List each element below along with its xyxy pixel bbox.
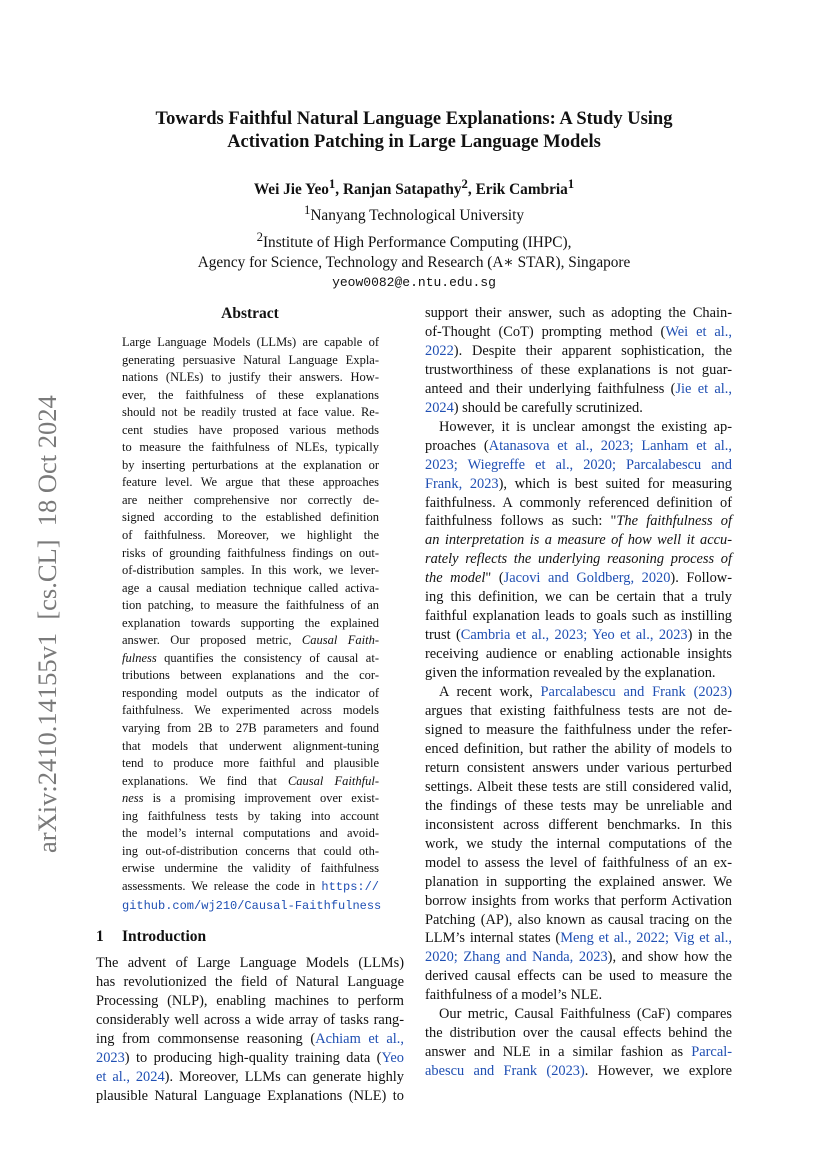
author-affiliation-marker: 2: [461, 177, 468, 191]
author-names: Wei Jie Yeo$^1$, Ranjan Satapathy$^2$, Erik Cambria$^1$: [253, 177, 575, 199]
text-run: . However, we explore: [584, 1063, 732, 1080]
text-line: [122, 439, 379, 457]
text-run: answer and NLE in a similar fashion as: [425, 1044, 692, 1061]
text-line: [425, 816, 732, 835]
text-line: [425, 475, 732, 494]
code-url-link[interactable]: https://: [321, 879, 379, 894]
text-run: are neither comprehensive nor correctly de-: [122, 492, 379, 507]
text-line: [425, 759, 732, 778]
text-line: [122, 387, 379, 405]
text-line: [122, 808, 379, 826]
text-line: [96, 973, 404, 992]
text-run: Patching (AP), also known as causal tracing on the: [425, 911, 732, 928]
text-line: [425, 607, 732, 626]
text-line: [425, 778, 732, 797]
citation-link[interactable]: Parcalabescu and Frank (2023): [540, 684, 732, 701]
text-run: faithfulness. We experimented across models: [122, 703, 379, 718]
text-run: the model’s internal computations and avoid-: [122, 826, 379, 841]
text-line: [122, 352, 379, 370]
text-line: [425, 418, 732, 437]
text-line: [425, 342, 732, 361]
text-line: [122, 755, 379, 773]
abstract-heading: Abstract: [221, 305, 279, 322]
text-line: [122, 545, 379, 563]
text-line: [122, 773, 379, 791]
text-line: [122, 825, 379, 843]
text-line: [425, 437, 732, 456]
text-line: [122, 597, 379, 615]
text-run: argues that existing faithfulness tests are not de-: [425, 703, 732, 720]
text-line: [425, 873, 732, 892]
text-line: [425, 740, 732, 759]
text-line: [425, 1005, 732, 1024]
text-run: The faithfulness of: [616, 513, 732, 530]
author-affiliation-marker: 1: [328, 177, 336, 191]
text-run: ing this definition, we can be certain that a truly: [425, 589, 732, 606]
text-run: However, it is unclear amongst the existing ap-: [439, 418, 732, 435]
text-run: assessments. We release the code in: [122, 878, 322, 893]
abstract-body: [122, 334, 382, 915]
text-line: [425, 323, 732, 342]
text-run: tend to produce more faithful and plausible: [122, 756, 379, 771]
text-run: work, we study the internal computations of the: [425, 835, 732, 852]
text-line: [425, 948, 732, 967]
text-run: signed to measure the faithfulness under the refer-: [425, 721, 732, 738]
text-run: is a promising improvement over exist-: [143, 791, 379, 806]
citation-link[interactable]: Jacovi and Goldberg, 2020: [503, 570, 671, 587]
text-line: [425, 683, 732, 702]
text-line: [425, 531, 732, 550]
author-name: Erik Cambria: [475, 181, 568, 199]
citation-link[interactable]: Frank, 2023: [425, 475, 499, 492]
text-line: [425, 456, 732, 475]
text-run: plausible Natural Language Explanations (NLE) to: [96, 1087, 404, 1104]
text-line: [425, 304, 732, 323]
text-run: Causal Faith-: [301, 633, 379, 648]
text-run: age a causal mediation technique called activa-: [122, 580, 379, 595]
text-run: settings. Albeit these tests are still considered valid,: [425, 778, 732, 795]
text-run: LLM’s internal states (: [425, 930, 561, 947]
text-run: generating persuasive Natural Language Expla-: [122, 352, 379, 367]
text-run: " (: [485, 570, 504, 587]
text-line: [122, 860, 379, 878]
text-line: [425, 797, 732, 816]
text-line: [96, 992, 404, 1011]
section-heading-introduction: 1 Introduction: [96, 928, 207, 946]
text-line: [122, 492, 379, 510]
text-run: ). Follow-: [670, 570, 732, 587]
text-line: [425, 892, 732, 911]
citation-link[interactable]: Wei et al.,: [665, 323, 732, 340]
paper-title: [100, 108, 728, 154]
text-run: quantifies the consistency of causal at-: [156, 650, 379, 665]
author-affiliation-marker: 1: [567, 177, 575, 191]
text-run: faithfulness of a model’s NLE.: [425, 987, 603, 1004]
text-line: [122, 509, 379, 527]
text-line: [122, 667, 379, 685]
text-run: an interpretation is a measure of how well it accu-: [425, 532, 732, 549]
text-run: to measure the faithfulness of NLEs, typically: [122, 440, 379, 455]
text-run: considerably well across a wide array of tasks rang-: [96, 1011, 404, 1028]
arxiv-identifier-stamp: [8, 258, 78, 858]
text-run: faithfulness follows as such: ": [425, 513, 617, 530]
text-run: trust (: [425, 627, 461, 644]
citation-link[interactable]: abescu and Frank (2023): [425, 1063, 585, 1080]
text-run: proaches (: [425, 437, 489, 454]
citation-link[interactable]: Meng et al., 2022; Vig et al.,: [560, 930, 732, 947]
text-run: ever, the faithfulness of these explanations: [122, 387, 379, 402]
text-run: inconsistent across different benchmarks. In this: [425, 816, 732, 833]
text-run: ) should be carefully scrutinized.: [453, 399, 643, 416]
text-run: explanation towards supporting the explained: [122, 615, 379, 630]
text-line: [96, 1011, 404, 1030]
citation-link[interactable]: Jie et al.,: [675, 380, 732, 397]
text-line: [122, 457, 379, 475]
affiliation-2: $^2$Institute of High Performance Computing (IHPC),: [256, 229, 572, 251]
text-run: derived causal effects can be used to measure the: [425, 968, 732, 985]
text-line: [122, 790, 379, 808]
text-line: [122, 615, 379, 633]
text-line: [425, 702, 732, 721]
text-run: ). Moreover, LLMs can generate highly: [164, 1068, 405, 1085]
text-run: of-Thought (CoT) prompting method (: [425, 323, 666, 340]
text-run: nations (NLEs) to justify their answers. How-: [122, 370, 379, 385]
text-run: signed according to the established definition: [122, 510, 379, 525]
text-run: risks of grounding faithfulness findings on out-: [122, 545, 379, 560]
text-run: answer. Our proposed metric,: [122, 633, 302, 648]
right-column-body: [425, 304, 732, 1081]
affiliation-1: $^1$Nanyang Technological University: [304, 203, 524, 225]
text-line: [122, 562, 379, 580]
arxiv-stamp-text: arXiv:2410.14155v1 [cs.CL] 18 Oct 2024: [32, 395, 62, 853]
code-url-link[interactable]: github.com/wj210/Causal-Faithfulness: [122, 898, 382, 913]
text-run: should not be readily trusted at face value. Re-: [122, 405, 379, 420]
text-run: ), and show how the: [607, 949, 732, 966]
text-run: support their answer, such as adopting the Chain-: [425, 305, 732, 321]
text-run: varying from 2B to 27B parameters and found: [122, 721, 379, 736]
text-line: [425, 380, 732, 399]
text-run: tion patching, to measure the faithfulness of an: [122, 598, 379, 613]
text-line: [122, 369, 379, 387]
text-run: anteed and their underlying faithfulness (: [425, 380, 676, 397]
text-line: [425, 1062, 732, 1081]
title-line: Towards Faithful Natural Language Explanations: A Study Using: [155, 109, 673, 129]
title-line: Activation Patching in Large Language Models: [227, 132, 601, 152]
text-run: borrow insights from works that perform Activation: [425, 892, 732, 909]
citation-link[interactable]: 2023: [96, 1049, 125, 1066]
citation-link[interactable]: Yeo: [381, 1049, 404, 1066]
text-line: [122, 474, 379, 492]
text-line: [96, 1068, 404, 1087]
text-run: given the information revealed by the explanation.: [425, 665, 716, 682]
text-run: the model: [425, 570, 486, 587]
text-line: [425, 361, 732, 380]
text-line: [425, 929, 732, 948]
text-line: [425, 664, 732, 683]
text-run: the distribution over the causal effects behind the: [425, 1025, 732, 1042]
text-line: [122, 404, 379, 422]
text-line: [122, 897, 382, 916]
text-run: return consistent answers under various perturbed: [425, 759, 732, 776]
text-line: [122, 650, 379, 668]
citation-link[interactable]: 2024: [425, 399, 454, 416]
citation-link[interactable]: 2023; Wiegreffe et al., 2020; Parcalabescu and: [425, 456, 732, 473]
text-run: tributions between explanations and the cor-: [122, 668, 379, 683]
text-line: [425, 569, 732, 588]
text-run: Processing (NLP), enabling machines to perform: [96, 992, 404, 1009]
text-line: [425, 854, 732, 873]
left-column: [96, 304, 404, 1106]
text-run: explanations. We find that: [122, 773, 288, 788]
citation-link[interactable]: 2020; Zhang and Nanda, 2023: [425, 949, 608, 966]
text-run: A recent work,: [439, 684, 541, 701]
author-block: [100, 174, 728, 294]
text-line: [425, 721, 732, 740]
text-run: the findings of these tests may be unreliable and: [425, 797, 732, 814]
text-run: rately reflects the underlying reasoning process of: [425, 551, 732, 568]
text-run: ing faithfulness tests by taking into account: [122, 808, 379, 823]
text-run: cent studies have proposed various methods: [122, 422, 379, 437]
author-name: Wei Jie Yeo: [253, 181, 329, 199]
citation-link[interactable]: Parcal-: [691, 1044, 732, 1061]
text-line: [122, 843, 379, 861]
text-run: enced definition, but rather the ability of models to: [425, 740, 732, 757]
text-run: ) in the: [687, 627, 732, 644]
text-run: ), which is best suited for measuring: [498, 475, 732, 492]
text-line: [425, 626, 732, 645]
text-run: feature level. We argue that these approaches: [122, 475, 379, 490]
text-line: [425, 1024, 732, 1043]
text-line: [425, 986, 732, 1005]
text-line: [425, 967, 732, 986]
text-run: receiving audience or enabling actionable insights: [425, 646, 732, 663]
citation-link[interactable]: 2022: [425, 342, 454, 359]
text-line: [122, 632, 379, 650]
text-run: of faithfulness. Moreover, we highlight the: [122, 528, 379, 543]
text-run: responding model outputs as the indicator of: [122, 685, 379, 700]
text-run: The advent of Large Language Models (LLMs): [96, 955, 404, 972]
text-run: ness: [122, 791, 144, 806]
text-run: planation in supporting the explained answer. We: [425, 873, 732, 890]
text-line: [122, 702, 379, 720]
text-line: [425, 588, 732, 607]
text-line: [122, 720, 379, 738]
text-line: [122, 334, 379, 352]
text-run: of-distribution samples. In this work, we lever-: [122, 563, 379, 578]
text-run: ing from commonsense reasoning (: [96, 1030, 316, 1047]
text-line: [96, 1087, 404, 1106]
text-run: faithful explanation leads to goals such as instilling: [425, 608, 732, 625]
text-run: ing out-of-distribution concerns that could oth-: [122, 843, 379, 858]
text-line: [122, 580, 379, 598]
text-run: trustworthiness of these explanations is not guar-: [425, 361, 732, 378]
text-run: Our metric, Causal Faithfulness (CaF) compares: [439, 1006, 732, 1023]
introduction-body: [96, 954, 404, 1106]
text-line: [425, 550, 732, 569]
text-line: [425, 512, 732, 531]
text-run: Causal Faithful-: [287, 773, 379, 788]
text-line: [96, 954, 404, 973]
affiliation-2-continued: Agency for Science, Technology and Research (A∗ STAR), Singapore: [197, 254, 631, 272]
text-run: has revolutionized the field of Natural Language: [96, 974, 404, 990]
text-line: [122, 878, 379, 897]
author-email: yeow0082@e.ntu.edu.sg: [332, 275, 496, 291]
text-line: [425, 494, 732, 513]
text-line: [96, 1049, 404, 1068]
text-run: that models that underwent alignment-tuning: [122, 738, 379, 753]
text-line: [122, 738, 379, 756]
text-line: [96, 1030, 404, 1049]
citation-link[interactable]: Achiam et al.,: [315, 1030, 405, 1047]
text-run: model to assess the level of faithfulness of an ex-: [425, 854, 732, 871]
citation-link[interactable]: Atanasova et al., 2023; Lanham et al.,: [488, 437, 733, 454]
citation-link[interactable]: Cambria et al., 2023; Yeo et al., 2023: [460, 627, 688, 644]
text-line: [122, 527, 379, 545]
author-name: Ranjan Satapathy: [342, 181, 462, 199]
text-line: [425, 835, 732, 854]
text-line: [425, 1043, 732, 1062]
text-line: [425, 645, 732, 664]
citation-link[interactable]: et al., 2024: [96, 1068, 165, 1085]
text-line: [425, 399, 732, 418]
text-run: fulness: [122, 650, 157, 665]
text-run: Large Language Models (LLMs) are capable of: [122, 335, 379, 349]
text-run: faithfulness. A commonly referenced definition of: [425, 494, 732, 511]
text-run: by inserting perturbations at the explanation or: [122, 457, 379, 472]
text-run: ). Despite their apparent sophistication, the: [453, 342, 732, 359]
text-line: [122, 422, 379, 440]
text-line: [425, 911, 732, 930]
text-line: [122, 685, 379, 703]
text-run: erwise undermine the validity of faithfulness: [122, 861, 379, 876]
right-column: [425, 304, 732, 1081]
text-run: ) to producing high-quality training data (: [124, 1049, 382, 1066]
